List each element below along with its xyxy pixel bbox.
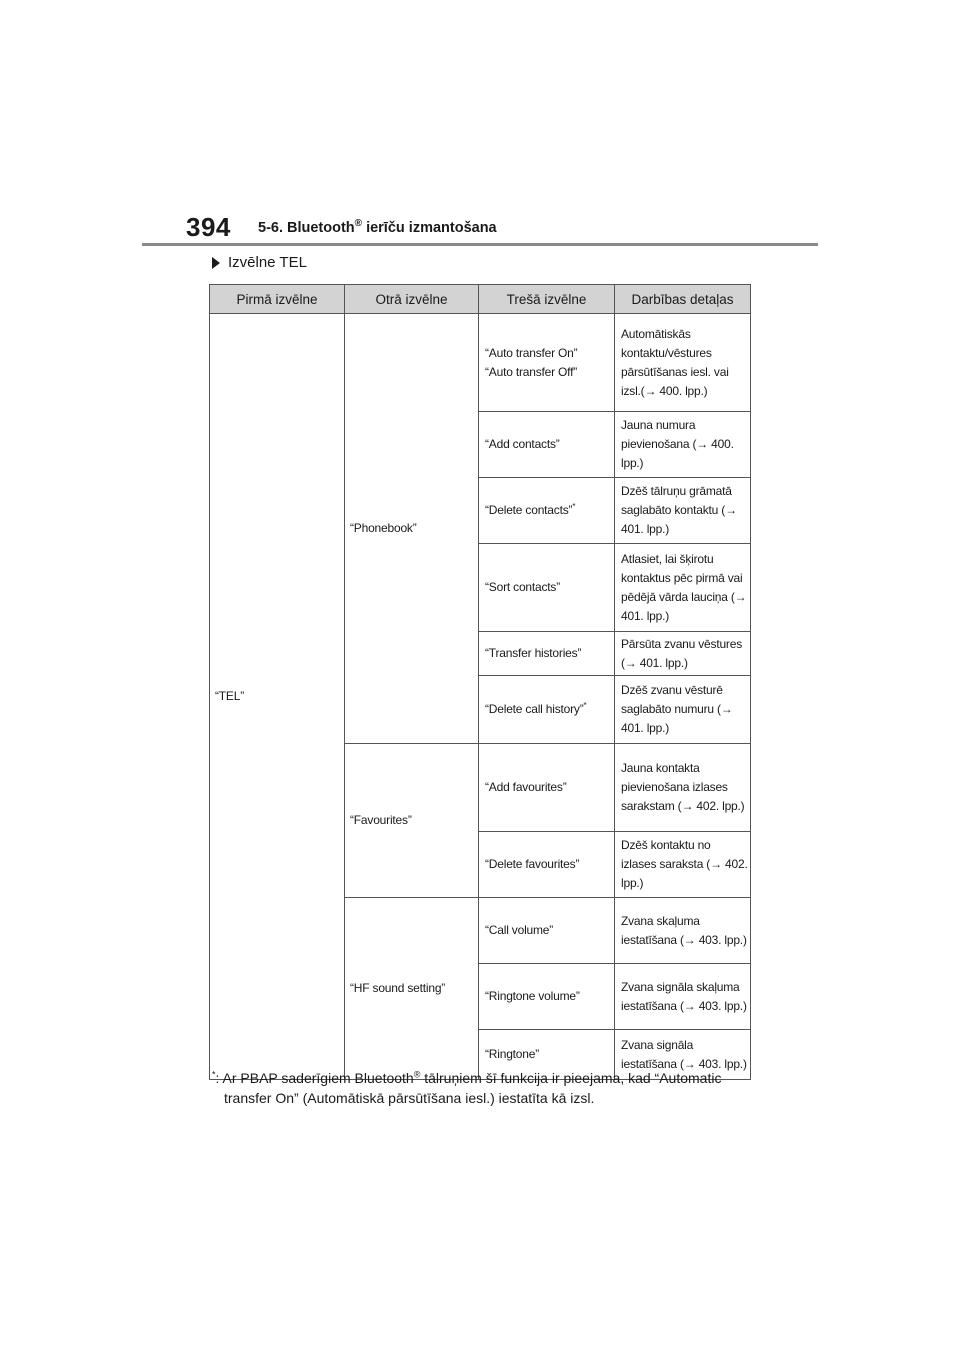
operation-detail-cell: Atlasiet, lai šķirotu kontaktus pēc pirmā vai pēdējā vārda lauciņa (→ 401. lpp.) [615, 544, 751, 632]
third-menu-label: “Delete favourites” [485, 857, 580, 871]
third-menu-cell [479, 898, 615, 964]
footnote-line-2: transfer On” (Automātiskā pārsūtīšana iesl.) iestatīta kā izsl. [224, 1090, 595, 1106]
third-menu-cell [479, 744, 615, 832]
third-menu-label: “Transfer histories” [485, 646, 582, 660]
first-menu-cell: “TEL” [210, 314, 345, 1080]
footnote-star: * [583, 701, 587, 710]
third-menu-cell [479, 412, 615, 478]
third-menu-label: “Call volume” [485, 923, 554, 937]
section-title-suffix: ierīču izmantošana [362, 220, 497, 236]
third-menu-label: “Ringtone volume” [485, 989, 580, 1003]
footnote-star: * [572, 502, 576, 511]
subheading [212, 254, 307, 271]
header-rule [142, 243, 818, 246]
third-menu-label: “Delete contacts” [485, 503, 573, 517]
second-menu-cell: “Favourites” [345, 744, 479, 898]
third-menu-label: “Ringtone” [485, 1047, 540, 1061]
second-menu-cell: “HF sound setting” [345, 898, 479, 1080]
operation-detail-cell: Zvana signāla skaļuma iestatīšana (→ 403. lpp.) [615, 964, 751, 1030]
third-menu-label: “Add contacts” [485, 437, 560, 451]
operation-detail-cell: Zvana skaļuma iestatīšana (→ 403. lpp.) [615, 898, 751, 964]
footnote [212, 1068, 752, 1108]
column-header: Pirmā izvēlne [210, 285, 345, 314]
page-number: 394 [186, 212, 231, 242]
third-menu-label: “Sort contacts” [485, 580, 561, 594]
second-menu-cell: “Phonebook” [345, 314, 479, 744]
third-menu-label: “Auto transfer On” [485, 345, 578, 360]
third-menu-cell [479, 832, 615, 898]
third-menu-cell [479, 314, 615, 412]
subheading-text: Izvēlne TEL [228, 254, 307, 271]
registered-mark: ® [354, 218, 363, 230]
column-header: Trešā izvēlne [479, 285, 615, 314]
operation-detail-cell: Jauna kontakta pievienošana izlases sarakstam (→ 402. lpp.) [615, 744, 751, 832]
table-row [210, 314, 751, 412]
column-header: Darbības detaļas [615, 285, 751, 314]
operation-detail-cell: Jauna numura pievienošana (→ 400. lpp.) [615, 412, 751, 478]
section-title [258, 220, 497, 236]
triangle-bullet-icon [212, 257, 220, 269]
footnote-marker: * [212, 1069, 216, 1080]
operation-detail-cell: Zvana signāla iestatīšana (→ 403. lpp.) [615, 1030, 751, 1080]
third-menu-label: “Delete call history” [485, 702, 584, 716]
third-menu-label: “Add favourites” [485, 780, 567, 794]
operation-detail-cell: Pārsūta zvanu vēstures (→ 401. lpp.) [615, 632, 751, 676]
operation-detail-cell: Automātiskās kontaktu/vēstures pārsūtīšanas iesl. vai izsl.(→ 400. lpp.) [615, 314, 751, 412]
registered-mark: ® [413, 1069, 421, 1080]
third-menu-cell [479, 676, 615, 744]
footnote-text-before: : Ar PBAP saderīgiem Bluetooth [215, 1070, 414, 1086]
menu-table [209, 284, 751, 1080]
column-header: Otrā izvēlne [345, 285, 479, 314]
operation-detail-cell: Dzēš zvanu vēsturē saglabāto numuru (→ 401. lpp.) [615, 676, 751, 744]
third-menu-label: “Auto transfer Off” [485, 364, 578, 379]
third-menu-cell [479, 964, 615, 1030]
table-body [210, 314, 751, 1080]
operation-detail-cell: Dzēš kontaktu no izlases saraksta (→ 402. lpp.) [615, 832, 751, 898]
third-menu-cell [479, 544, 615, 632]
menu-table-wrap [209, 284, 750, 1080]
operation-detail-cell: Dzēš tālruņu grāmatā saglabāto kontaktu (→ 401. lpp.) [615, 478, 751, 544]
footnote-text-after: tālruņiem šī funkcija ir pieejama, kad “Automatic [420, 1070, 722, 1086]
table-header-row [210, 285, 751, 314]
third-menu-cell [479, 632, 615, 676]
section-title-prefix: 5-6. Bluetooth [258, 220, 355, 236]
third-menu-cell [479, 478, 615, 544]
